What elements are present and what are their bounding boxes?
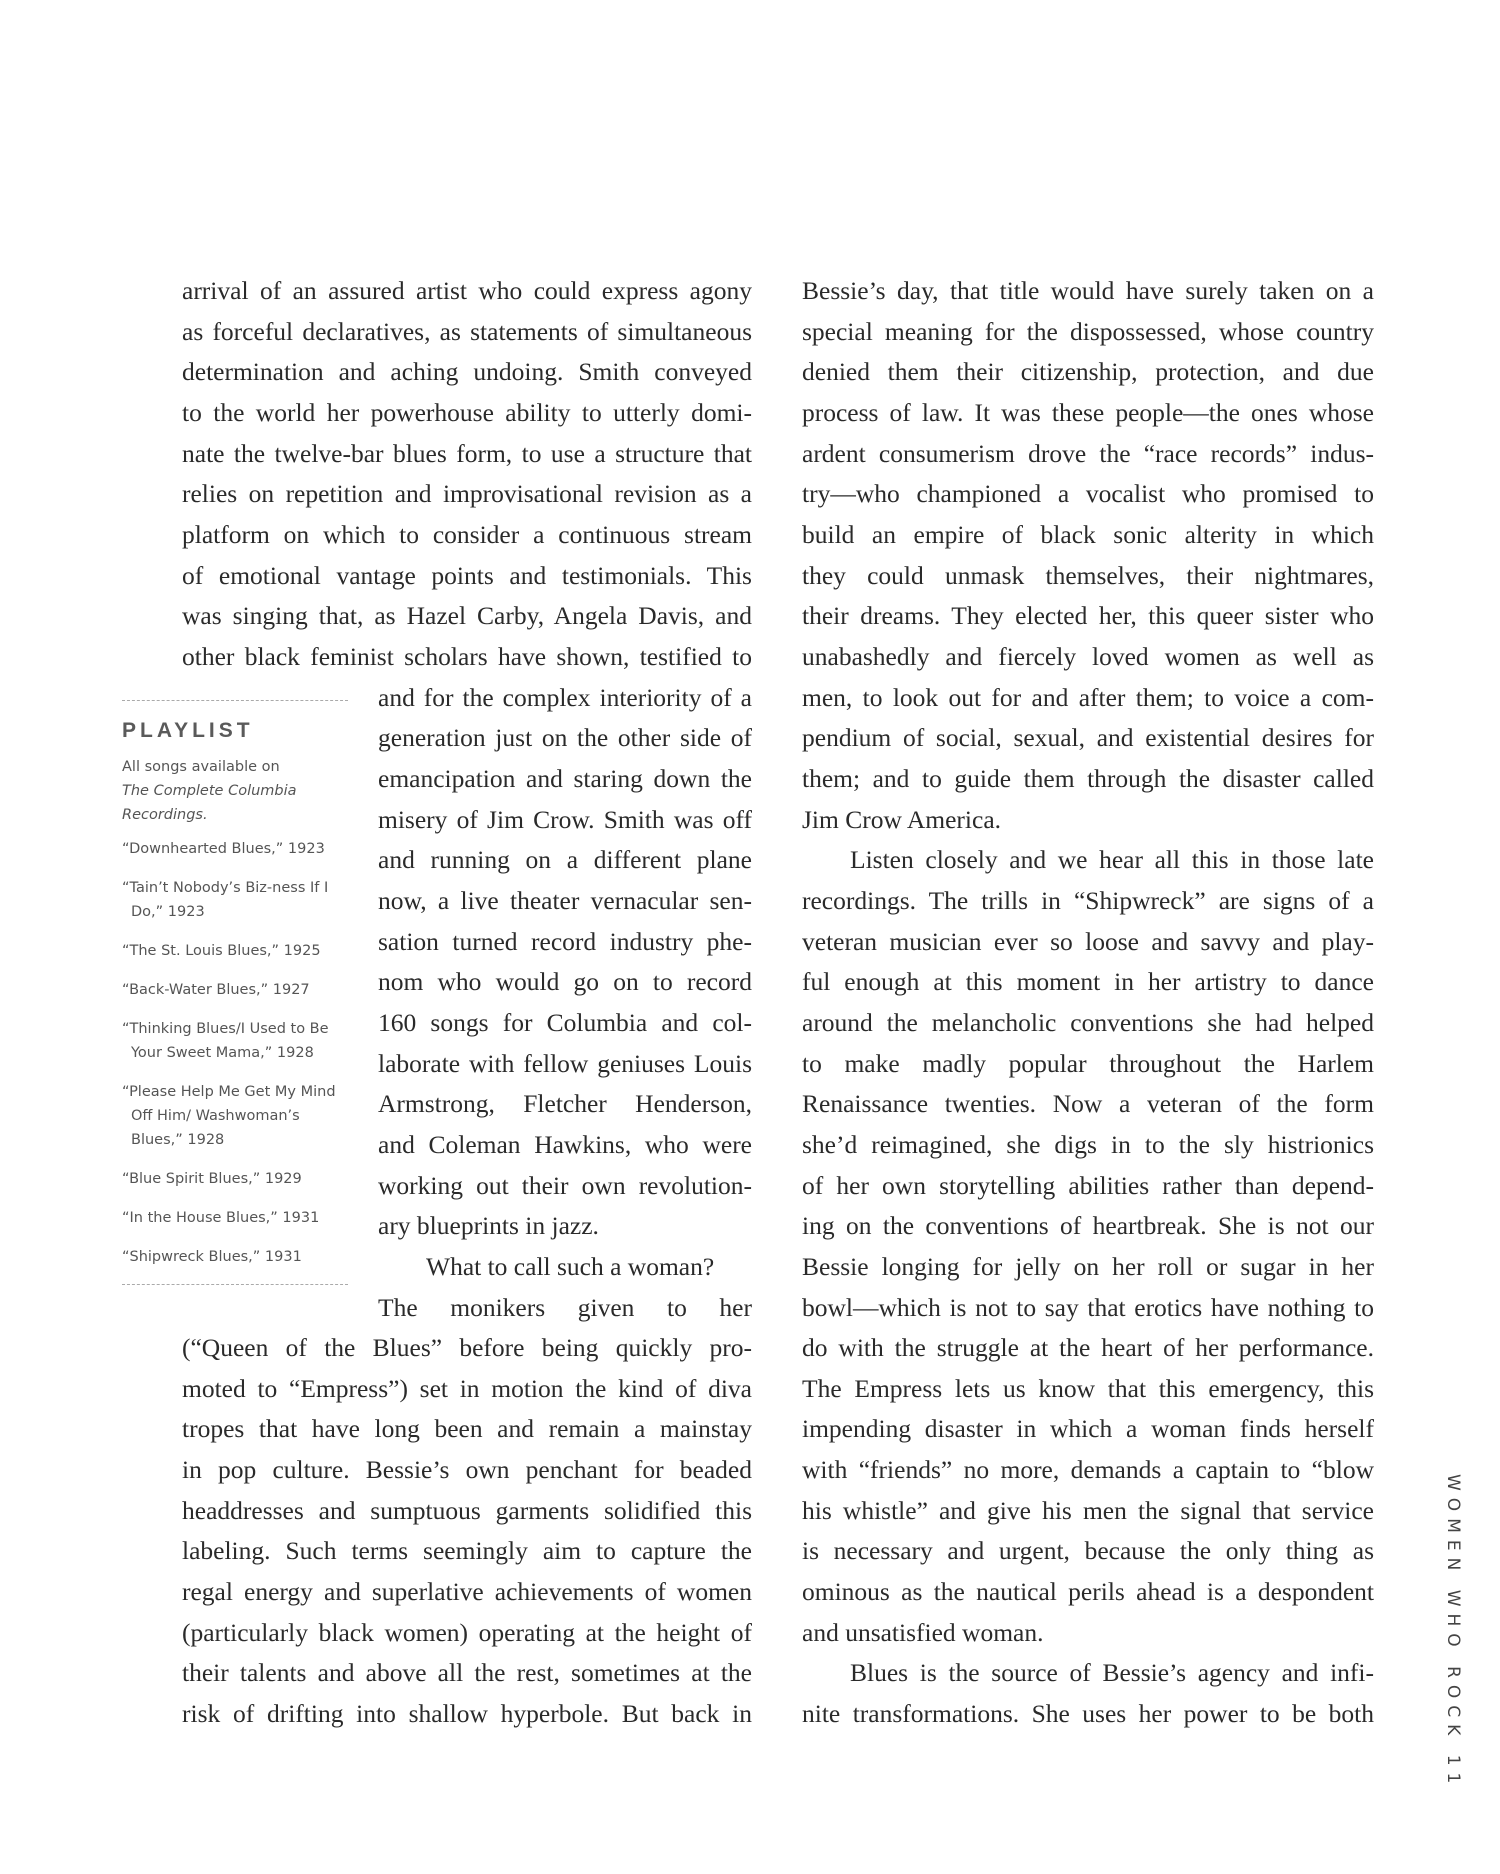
playlist-song: “The St. Louis Blues,” 1925 xyxy=(122,943,321,959)
text-line: What to call such a woman? xyxy=(426,1251,715,1281)
text-line: pendium of social, sexual, and existential desires for xyxy=(802,723,1374,753)
text-line: Listen closely and we hear all this in those late xyxy=(850,845,1374,875)
text-line: headdresses and sumptuous garments solidified this xyxy=(182,1495,752,1525)
text-line: other black feminist scholars have shown, testified to xyxy=(182,641,752,671)
playlist-song: “Back-Water Blues,” 1927 xyxy=(122,982,310,998)
text-line: of emotional vantage points and testimonials. This xyxy=(182,560,752,590)
text-line: Armstrong, Fletcher Henderson, xyxy=(378,1089,752,1119)
text-line: nom who would go on to record xyxy=(378,967,752,997)
text-line: in pop culture. Bessie’s own penchant for beaded xyxy=(182,1455,752,1485)
playlist-song: “Blue Spirit Blues,” 1929 xyxy=(122,1171,302,1187)
text-line: to make madly popular throughout the Harlem xyxy=(802,1048,1374,1078)
text-line: ominous as the nautical perils ahead is a despondent xyxy=(802,1577,1374,1607)
playlist-song: “Thinking Blues/I Used to Be Your Sweet Mama,” 1928 xyxy=(122,1021,329,1061)
text-line: unabashedly and fiercely loved women as well as xyxy=(802,641,1374,671)
text-line: nite transformations. She uses her power to be both xyxy=(802,1699,1374,1729)
text-line: his whistle” and give his men the signal that service xyxy=(802,1495,1374,1525)
text-line: Bessie longing for jelly on her roll or sugar in her xyxy=(802,1251,1374,1281)
text-line: arrival of an assured artist who could express agony xyxy=(182,276,752,305)
playlist-sidebar xyxy=(122,700,348,1285)
text-line: and unsatisfied woman. xyxy=(802,1617,1044,1647)
text-line: as forceful declaratives, as statements of simultaneous xyxy=(182,316,752,346)
text-line: impending disaster in which a woman finds herself xyxy=(802,1414,1374,1444)
text-line: ary blueprints in jazz. xyxy=(378,1211,599,1241)
text-line: of her own storytelling abilities rather than depend- xyxy=(802,1170,1374,1200)
text-line: nate the twelve-bar blues form, to use a structure that xyxy=(182,438,752,468)
text-line: platform on which to consider a continuous stream xyxy=(182,519,752,549)
text-line: laborate with fellow geniuses Louis xyxy=(378,1048,752,1078)
text-line: determination and aching undoing. Smith conveyed xyxy=(182,357,752,387)
divider xyxy=(122,1284,348,1285)
text-line: process of law. It was these people—the ones whose xyxy=(802,397,1374,427)
text-line: they could unmask themselves, their nightmares, xyxy=(802,560,1374,590)
text-line: ardent consumerism drove the “race records” indus- xyxy=(802,438,1374,468)
song-list xyxy=(122,837,348,1269)
playlist-song: “Tain’t Nobody’s Biz-ness If I Do,” 1923 xyxy=(122,880,329,920)
text-line: Blues is the source of Bessie’s agency and infi- xyxy=(850,1658,1374,1688)
text-line: special meaning for the dispossessed, whose country xyxy=(802,316,1374,346)
text-line: was singing that, as Hazel Carby, Angela Davis, and xyxy=(182,601,752,631)
text-line: labeling. Such terms seemingly aim to capture the xyxy=(182,1536,752,1566)
text-line: ful enough at this moment in her artistry to dance xyxy=(802,967,1374,997)
text-line: moted to “Empress”) set in motion the kind of diva xyxy=(182,1373,752,1403)
playlist-song: “Please Help Me Get My Mind Off Him/ Washwoman’s Blues,” 1928 xyxy=(122,1084,336,1148)
text-line: she’d reimagined, she digs in to the sly histrionics xyxy=(802,1129,1374,1159)
text-line: tropes that have long been and remain a mainstay xyxy=(182,1414,752,1444)
text-line: try—who championed a vocalist who promised to xyxy=(802,479,1374,509)
text-line: denied them their citizenship, protection, and due xyxy=(802,357,1374,387)
text-line: and running on a different plane xyxy=(378,845,752,875)
text-line: The Empress lets us know that this emergency, this xyxy=(802,1373,1374,1403)
text-line: and for the complex interiority of a xyxy=(378,682,752,712)
text-line: build an empire of black sonic alterity in which xyxy=(802,519,1374,549)
playlist-intro-text: All songs available on xyxy=(122,759,280,775)
text-line: do with the struggle at the heart of her performance. xyxy=(802,1333,1374,1363)
text-line: ing on the conventions of heartbreak. She is not our xyxy=(802,1211,1374,1241)
text-line: now, a live theater vernacular sen- xyxy=(378,885,752,915)
text-line: misery of Jim Crow. Smith was off xyxy=(378,804,752,834)
text-line: is necessary and urgent, because the only thing as xyxy=(802,1536,1374,1566)
text-line: regal energy and superlative achievements of women xyxy=(182,1577,752,1607)
divider xyxy=(122,700,348,701)
playlist-song: “Downhearted Blues,” 1923 xyxy=(122,841,325,857)
text-line: their talents and above all the rest, sometimes at the xyxy=(182,1658,752,1688)
text-line: their dreams. They elected her, this queer sister who xyxy=(802,601,1374,631)
text-line: sation turned record industry phe- xyxy=(378,926,752,956)
text-line: around the melancholic conventions she had helped xyxy=(802,1007,1374,1037)
text-line: recordings. The trills in “Shipwreck” are signs of a xyxy=(802,885,1374,915)
text-line: veteran musician ever so loose and savvy and play- xyxy=(802,926,1374,956)
text-line: bowl—which is not to say that erotics have nothing to xyxy=(802,1292,1374,1322)
playlist-song: “Shipwreck Blues,” 1931 xyxy=(122,1249,302,1265)
text-line: them; and to guide them through the disaster called xyxy=(802,763,1374,793)
text-line: Renaissance twenties. Now a veteran of the form xyxy=(802,1089,1374,1119)
playlist-song: “In the House Blues,” 1931 xyxy=(122,1210,320,1226)
text-line: risk of drifting into shallow hyperbole. But back in xyxy=(182,1699,752,1729)
text-line: men, to look out for and after them; to voice a com- xyxy=(802,682,1374,712)
text-line: Bessie’s day, that title would have surely taken on a xyxy=(802,276,1374,305)
playlist-intro xyxy=(122,755,348,827)
text-line: with “friends” no more, demands a captain to “blow xyxy=(802,1455,1374,1485)
text-line: 160 songs for Columbia and col- xyxy=(378,1007,752,1037)
text-line: generation just on the other side of xyxy=(378,723,752,753)
text-line: Jim Crow America. xyxy=(802,804,1002,834)
text-line: (“Queen of the Blues” before being quickly pro- xyxy=(182,1333,752,1363)
playlist-title: PLAYLIST xyxy=(122,719,254,742)
text-line: (particularly black women) operating at the height of xyxy=(182,1617,752,1647)
text-line: to the world her powerhouse ability to utterly domi- xyxy=(182,397,752,427)
text-line: emancipation and staring down the xyxy=(378,763,752,793)
text-line: relies on repetition and improvisational revision as a xyxy=(182,479,752,509)
album-title: The Complete Columbia Recordings. xyxy=(122,783,297,823)
running-head: WOMEN WHO ROCK 11 xyxy=(1443,1474,1463,1791)
text-line: The monikers given to her xyxy=(378,1292,752,1322)
text-line: working out their own revolution- xyxy=(378,1170,752,1200)
text-line: and Coleman Hawkins, who were xyxy=(378,1129,752,1159)
